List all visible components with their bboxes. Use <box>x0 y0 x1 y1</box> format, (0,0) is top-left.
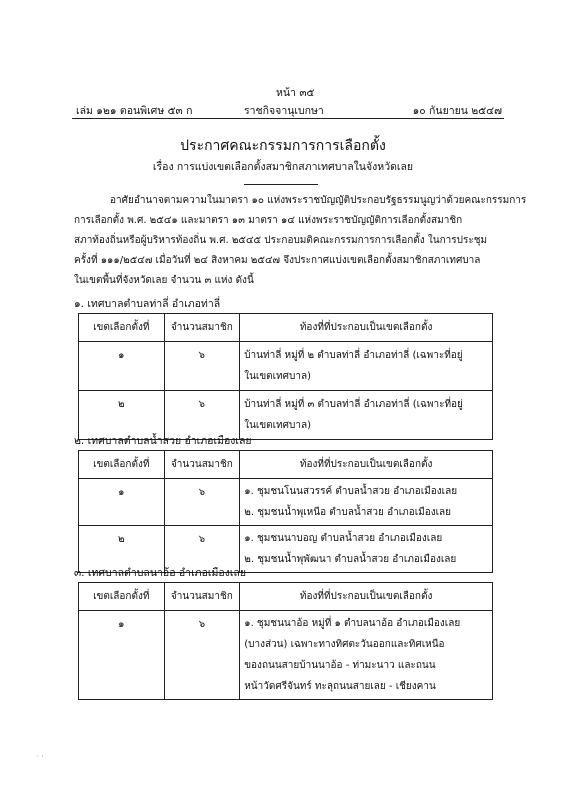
scan-speck: · · <box>36 752 44 761</box>
gazette-name: ราชกิจจานุเบกษา <box>244 105 324 117</box>
table-row <box>79 611 493 700</box>
zone-number: ๑ <box>79 342 165 391</box>
member-count: ๖ <box>164 342 240 391</box>
header-rule <box>72 118 504 119</box>
announcement-title: ประกาศคณะกรรมการการเลือกตั้ง <box>180 138 386 154</box>
section-2-heading: ๒. เทศบาลตำบลน้ำสวย อำเภอเมืองเลย <box>74 435 252 447</box>
area-description: ๑. ชุมชนนาบอญ ตำบลน้ำสวย อำเภอเมืองเลย ๒. ชุมชนน้ำพุพัฒนา ตำบลน้ำสวย อำเภอเมืองเลย <box>240 526 493 573</box>
table-header-row <box>79 451 493 479</box>
volume-info: เล่ม ๑๒๑ ตอนพิเศษ ๕๓ ก <box>76 105 193 117</box>
zone-header: เขตเลือกตั้งที่ <box>79 314 165 342</box>
body-line-4: ครั้งที่ ๑๑๑/๒๕๔๗ เมื่อวันที่ ๒๔ สิงหาคม ๒๕๔๗ จึงประกาศแบ่งเขตเลือกตั้งสมาชิกสภาเทศบาล <box>74 255 481 266</box>
table-header-row <box>79 583 493 611</box>
section-3-table <box>78 582 493 700</box>
zone-number: ๒ <box>79 391 165 440</box>
member-count: ๖ <box>164 611 240 700</box>
title-underline <box>244 184 318 185</box>
page-number: หน้า ๓๕ <box>276 87 315 99</box>
area-description: บ้านท่าลี่ หมู่ที่ ๒ ตำบลท่าลี่ อำเภอท่าลี่ (เฉพาะที่อยู่ ในเขตเทศบาล) <box>240 342 493 391</box>
body-line-1: อาศัยอำนาจตามความในมาตรา ๑๐ แห่งพระราชบัญญัติประกอบรัฐธรรมนูญว่าด้วยคณะกรรมการ <box>110 195 527 206</box>
member-count: ๖ <box>164 391 240 440</box>
body-line-2: การเลือกตั้ง พ.ศ. ๒๕๔๑ และมาตรา ๑๓ มาตรา ๑๔ แห่งพระราชบัญญัติการเลือกตั้งสมาชิก <box>74 215 463 226</box>
announcement-subtitle: เรื่อง การแบ่งเขตเลือกตั้งสมาชิกสภาเทศบาลในจังหวัดเลย <box>152 161 414 173</box>
members-header: จำนวนสมาชิก <box>164 451 240 479</box>
zone-header: เขตเลือกตั้งที่ <box>79 583 165 611</box>
area-header: ท้องที่ที่ประกอบเป็นเขตเลือกตั้ง <box>240 314 493 342</box>
section-1-table <box>78 313 493 440</box>
gazette-date: ๑๐ กันยายน ๒๕๔๗ <box>412 105 502 117</box>
body-line-3: สภาท้องถิ่นหรือผู้บริหารท้องถิ่น พ.ศ. ๒๕๔๕ ประกอบมติคณะกรรมการการเลือกตั้ง ในการประชุม <box>74 235 488 246</box>
zone-number: ๑ <box>79 611 165 700</box>
section-2-table <box>78 450 493 573</box>
area-description: บ้านท่าลี่ หมู่ที่ ๓ ตำบลท่าลี่ อำเภอท่าลี่ (เฉพาะที่อยู่ ในเขตเทศบาล) <box>240 391 493 440</box>
table-header-row <box>79 314 493 342</box>
table-row <box>79 479 493 526</box>
member-count: ๖ <box>164 526 240 573</box>
zone-header: เขตเลือกตั้งที่ <box>79 451 165 479</box>
members-header: จำนวนสมาชิก <box>164 314 240 342</box>
members-header: จำนวนสมาชิก <box>164 583 240 611</box>
body-line-5: ในเขตพื้นที่จังหวัดเลย จำนวน ๓ แห่ง ดังนี้ <box>74 275 254 286</box>
area-description: ๑. ชุมชนโนนสวรรค์ ตำบลน้ำสวย อำเภอเมืองเลย ๒. ชุมชนน้ำพุเหนือ ตำบลน้ำสวย อำเภอเมืองเลย <box>240 479 493 526</box>
zone-number: ๑ <box>79 479 165 526</box>
area-header: ท้องที่ที่ประกอบเป็นเขตเลือกตั้ง <box>240 451 493 479</box>
table-row <box>79 342 493 391</box>
section-3-heading: ๓. เทศบาลตำบลนาอ้อ อำเภอเมืองเลย <box>74 567 246 579</box>
section-1-heading: ๑. เทศบาลตำบลท่าลี่ อำเภอท่าลี่ <box>74 298 221 310</box>
area-header: ท้องที่ที่ประกอบเป็นเขตเลือกตั้ง <box>240 583 493 611</box>
area-description: ๑. ชุมชนนาอ้อ หมู่ที่ ๑ ตำบลนาอ้อ อำเภอเมืองเลย (บางส่วน) เฉพาะทางทิศตะวันออกและทิศเหนือ ของถนนสายบ้านนาอ้อ - ท่ามะนาว และถนน หน้าวัดศรีจันทร์ ทะลุถนนสายเลย - เชียงคาน <box>240 611 493 700</box>
member-count: ๖ <box>164 479 240 526</box>
zone-number: ๒ <box>79 526 165 573</box>
